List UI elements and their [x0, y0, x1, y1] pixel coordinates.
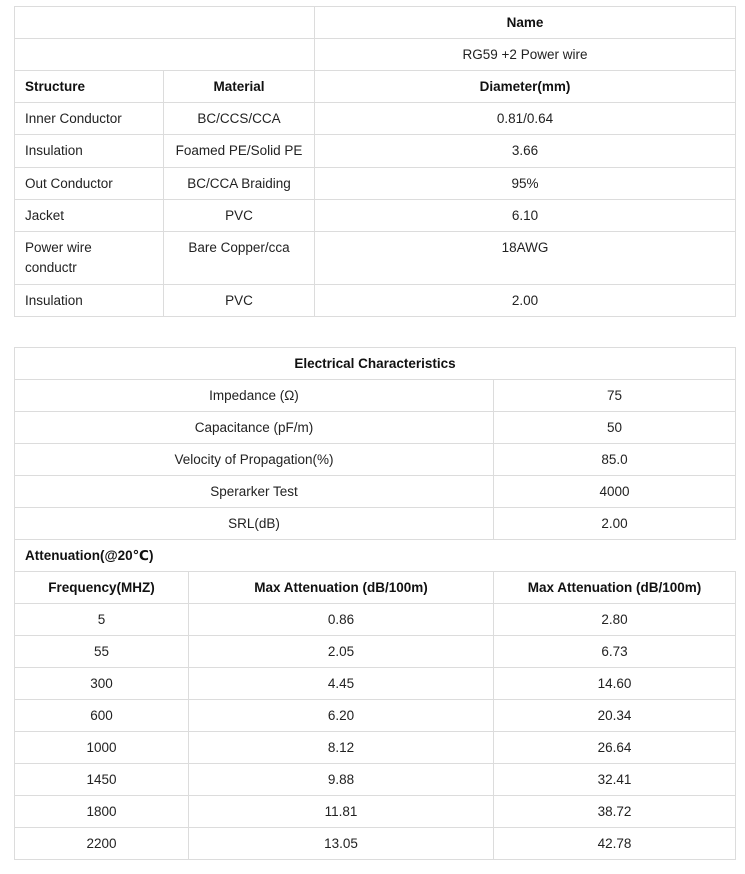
material-cell: Foamed PE/Solid PE — [164, 135, 315, 168]
name-header: Name — [315, 7, 736, 39]
attenuation-cell: 2.80 — [494, 604, 736, 636]
material-cell: PVC — [164, 285, 315, 317]
structure-header-row — [15, 71, 736, 103]
electrical-label: Impedance (Ω) — [15, 380, 494, 412]
attenuation-cell: 42.78 — [494, 828, 736, 860]
attenuation-title: Attenuation(@20℃) — [15, 540, 736, 572]
electrical-value: 4000 — [494, 476, 736, 508]
frequency-cell: 1450 — [15, 764, 189, 796]
electrical-label: SRL(dB) — [15, 508, 494, 540]
attenuation-cell: 9.88 — [189, 764, 494, 796]
table-row — [15, 604, 736, 636]
diameter-cell: 3.66 — [315, 135, 736, 168]
structure-cell: Out Conductor — [15, 168, 164, 200]
attenuation-cell: 8.12 — [189, 732, 494, 764]
table-row — [15, 200, 736, 232]
attenuation-cell: 32.41 — [494, 764, 736, 796]
electrical-value: 2.00 — [494, 508, 736, 540]
structure-cell: Insulation — [15, 135, 164, 168]
diameter-header: Diameter(mm) — [315, 71, 736, 103]
electrical-value: 50 — [494, 412, 736, 444]
material-header: Material — [164, 71, 315, 103]
attenuation-cell: 6.20 — [189, 700, 494, 732]
electrical-table — [14, 347, 736, 540]
table-row — [15, 380, 736, 412]
structure-cell: Inner Conductor — [15, 103, 164, 135]
blank-cell — [15, 39, 315, 71]
attenuation-cell: 0.86 — [189, 604, 494, 636]
electrical-title-row — [15, 348, 736, 380]
electrical-title: Electrical Characteristics — [15, 348, 736, 380]
table-row — [15, 103, 736, 135]
attenuation-cell: 20.34 — [494, 700, 736, 732]
attenuation-table — [14, 540, 736, 860]
attenuation-cell: 2.05 — [189, 636, 494, 668]
diameter-cell: 18AWG — [315, 232, 736, 285]
frequency-cell: 1000 — [15, 732, 189, 764]
table-row — [15, 700, 736, 732]
table-row — [15, 828, 736, 860]
attenuation-cell: 11.81 — [189, 796, 494, 828]
diameter-cell: 95% — [315, 168, 736, 200]
diameter-cell: 2.00 — [315, 285, 736, 317]
table-row — [15, 232, 736, 285]
max-attenuation-header: Max Attenuation (dB/100m) — [494, 572, 736, 604]
attenuation-cell: 13.05 — [189, 828, 494, 860]
structure-header: Structure — [15, 71, 164, 103]
table-row — [15, 168, 736, 200]
diameter-cell: 0.81/0.64 — [315, 103, 736, 135]
table-row — [15, 668, 736, 700]
name-header-row — [15, 7, 736, 39]
electrical-value: 75 — [494, 380, 736, 412]
max-attenuation-header: Max Attenuation (dB/100m) — [189, 572, 494, 604]
structure-cell: Insulation — [15, 285, 164, 317]
structure-cell: Power wire conductr — [15, 232, 164, 285]
attenuation-cell: 38.72 — [494, 796, 736, 828]
attenuation-cell: 4.45 — [189, 668, 494, 700]
frequency-cell: 300 — [15, 668, 189, 700]
electrical-label: Sperarker Test — [15, 476, 494, 508]
attenuation-title-row — [15, 540, 736, 572]
frequency-cell: 1800 — [15, 796, 189, 828]
frequency-cell: 5 — [15, 604, 189, 636]
blank-cell — [15, 7, 315, 39]
frequency-cell: 2200 — [15, 828, 189, 860]
attenuation-cell: 6.73 — [494, 636, 736, 668]
electrical-label: Capacitance (pF/m) — [15, 412, 494, 444]
material-cell: BC/CCS/CCA — [164, 103, 315, 135]
table-row — [15, 764, 736, 796]
attenuation-cell: 14.60 — [494, 668, 736, 700]
electrical-label: Velocity of Propagation(%) — [15, 444, 494, 476]
table-row — [15, 636, 736, 668]
table-row — [15, 285, 736, 317]
frequency-cell: 55 — [15, 636, 189, 668]
name-value: RG59 +2 Power wire — [315, 39, 736, 71]
table-row — [15, 732, 736, 764]
table-row — [15, 135, 736, 168]
name-value-row — [15, 39, 736, 71]
attenuation-cell: 26.64 — [494, 732, 736, 764]
frequency-header: Frequency(MHZ) — [15, 572, 189, 604]
table-row — [15, 444, 736, 476]
structure-cell: Jacket — [15, 200, 164, 232]
frequency-cell: 600 — [15, 700, 189, 732]
structure-table — [14, 6, 736, 317]
table-row — [15, 508, 736, 540]
table-row — [15, 796, 736, 828]
attenuation-header-row — [15, 572, 736, 604]
material-cell: Bare Copper/cca — [164, 232, 315, 285]
diameter-cell: 6.10 — [315, 200, 736, 232]
electrical-value: 85.0 — [494, 444, 736, 476]
material-cell: BC/CCA Braiding — [164, 168, 315, 200]
material-cell: PVC — [164, 200, 315, 232]
table-row — [15, 476, 736, 508]
table-row — [15, 412, 736, 444]
